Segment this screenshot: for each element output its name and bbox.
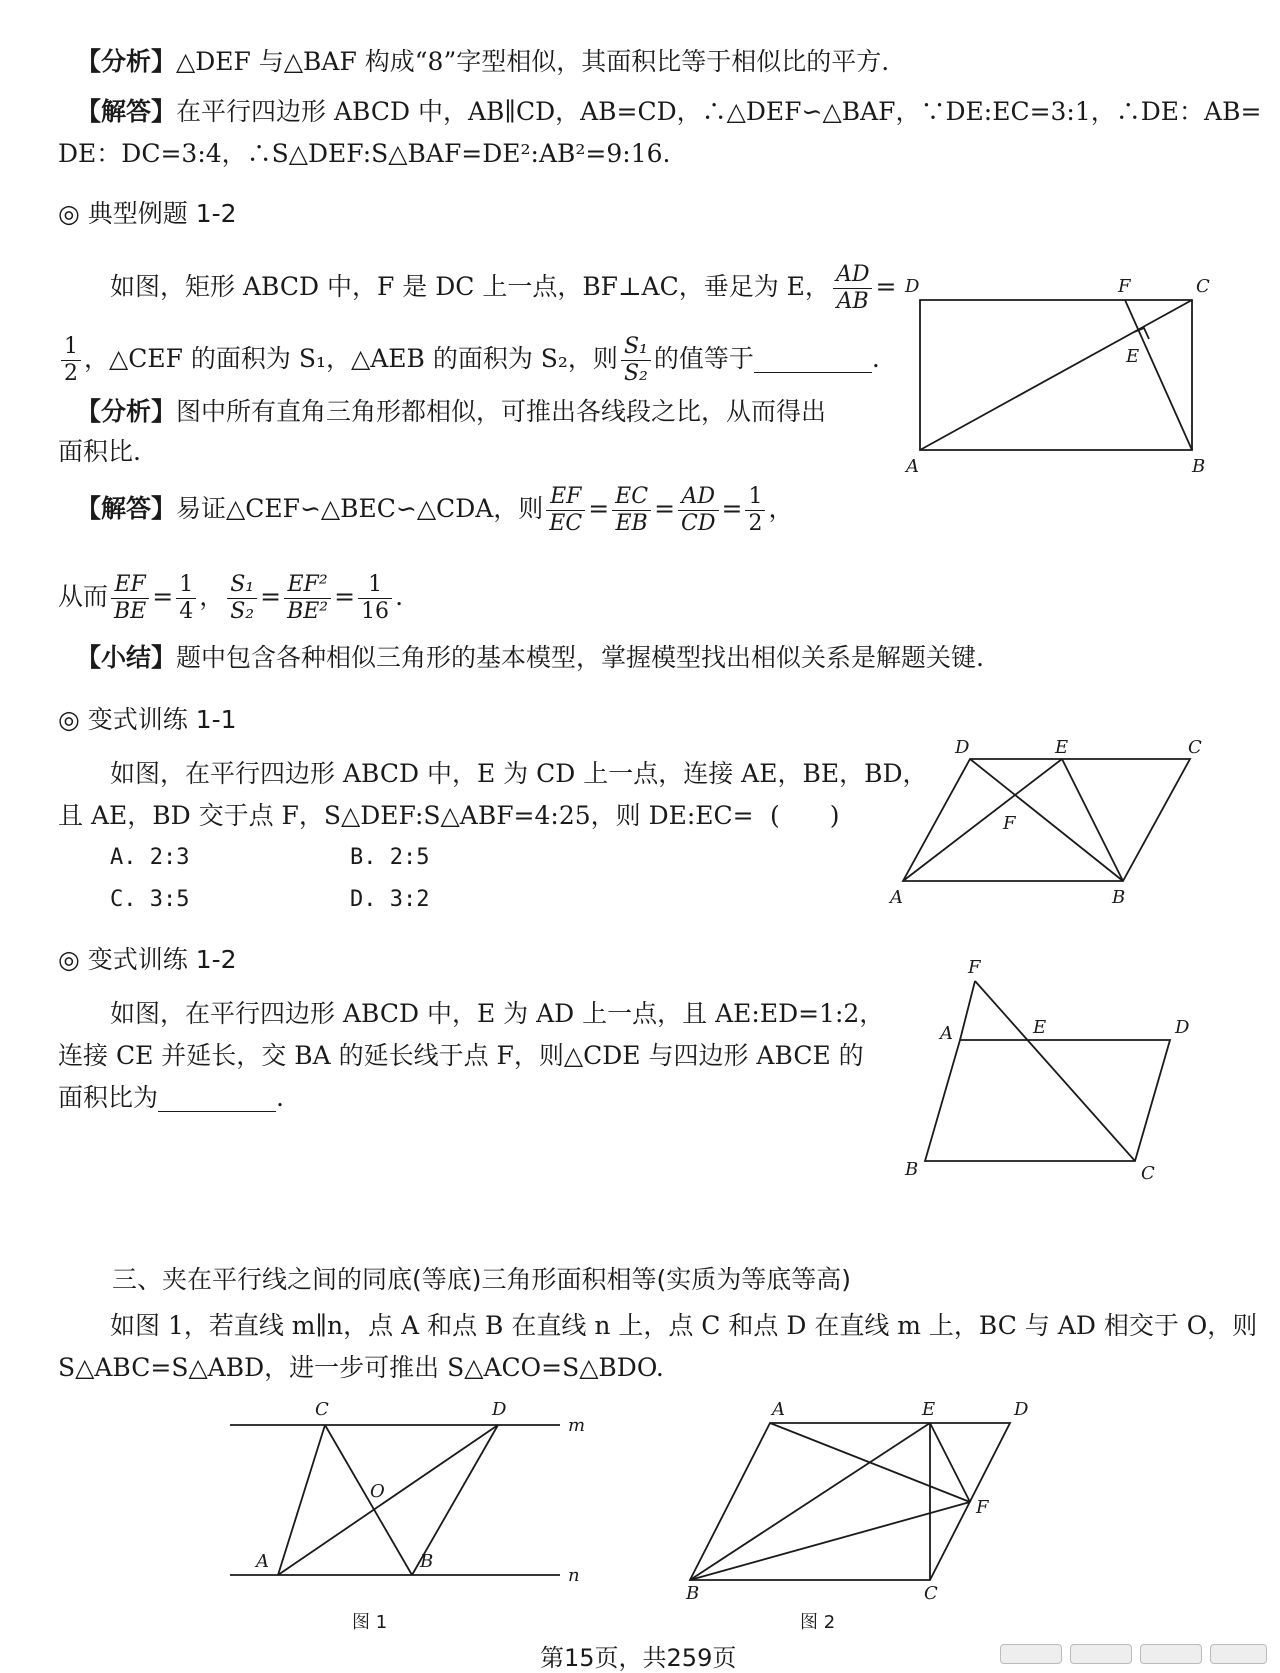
label-d: D [955, 737, 970, 758]
denominator: BE² [287, 599, 329, 624]
toolbar-segment[interactable] [1210, 1644, 1267, 1664]
analysis-text: △DEF 与△BAF 构成“8”字型相似，其面积比等于相似比的平方. [176, 47, 890, 76]
figure-1 [220, 1395, 600, 1595]
equals: = [260, 582, 282, 611]
segment-ad [278, 1425, 498, 1575]
label-d: D [905, 276, 920, 297]
numerator: AD [678, 484, 718, 511]
denominator: S₂ [623, 361, 648, 386]
segment-ef [930, 1423, 970, 1502]
example-heading: ◎ 典型例题 1-2 [58, 199, 237, 228]
figure-2 [680, 1395, 1040, 1605]
toolbar-segment[interactable] [1000, 1644, 1062, 1664]
label-a: A [890, 887, 903, 908]
denominator: 4 [179, 599, 194, 624]
section-3-heading: 三、夹在平行线之间的同底(等底)三角形面积相等(实质为等底等高) [112, 1265, 852, 1294]
label-c: C [924, 1583, 938, 1604]
label-c: C [1188, 737, 1202, 758]
label-a: A [940, 1023, 953, 1044]
summary-label: 【小结】 [76, 643, 177, 672]
label-b: B [686, 1583, 700, 1604]
label-a: A [772, 1399, 785, 1420]
numerator: AD [833, 262, 873, 289]
numerator: 1 [61, 334, 81, 361]
label-b: B [1192, 456, 1206, 477]
denominator: 16 [361, 599, 390, 624]
label-o: O [370, 1481, 385, 1502]
denominator: CD [681, 511, 716, 536]
label-b: B [420, 1551, 434, 1572]
segment-ac [278, 1425, 325, 1575]
analysis-label: 【分析】 [76, 47, 177, 76]
analysis-text: 图中所有直角三角形都相似，可推出各线段之比，从而得出 [176, 397, 827, 426]
segment-be [690, 1423, 930, 1580]
equals: = [152, 582, 174, 611]
numerator: 1 [358, 572, 392, 599]
denominator: EB [615, 511, 648, 536]
label-c: C [1196, 276, 1210, 297]
denominator: EC [549, 511, 583, 536]
label-f: F [1118, 276, 1131, 297]
analysis-label: 【分析】 [76, 397, 177, 426]
label-e: E [1055, 737, 1069, 758]
diagonal-ac [920, 300, 1192, 450]
parallelogram-figure-2 [895, 955, 1205, 1185]
segment-fc [975, 981, 1135, 1161]
parallelogram-abcd [690, 1423, 1010, 1580]
variant-1-1-heading: ◎ 变式训练 1-1 [58, 705, 237, 734]
denominator: S₂ [230, 599, 255, 624]
equals: = [654, 494, 676, 523]
numerator: 1 [176, 572, 196, 599]
analysis-paragraph-1 [76, 42, 889, 82]
numerator: EF [546, 484, 585, 511]
label-a: A [256, 1551, 269, 1572]
option-d[interactable]: D. 3:2 [350, 887, 430, 912]
fraction [176, 572, 196, 625]
fraction [546, 484, 585, 537]
page-indicator: 第15页，共259页 [540, 1644, 737, 1672]
answer-text: 易证△CEF∽△BEC∽△CDA，则 [176, 494, 544, 523]
section-3-line1: 如图 1，若直线 m∥n，点 A 和点 B 在直线 n 上，点 C 和点 D 在直线 m 上，BC 与 AD 相交于 O，则 [110, 1311, 1258, 1340]
example-summary [76, 638, 984, 678]
answer-blank[interactable] [754, 348, 872, 373]
numerator: EC [612, 484, 651, 511]
example-answer [76, 484, 793, 537]
label-e: E [1033, 1017, 1047, 1038]
segment-bf [690, 1502, 970, 1580]
fraction [678, 484, 718, 537]
fraction [111, 572, 149, 625]
segment-bd [970, 759, 1123, 881]
fraction [358, 572, 392, 625]
label-b: B [1112, 887, 1126, 908]
question-text: 的值等于 [653, 344, 754, 373]
answer-label: 【解答】 [76, 97, 177, 126]
figure-2-caption: 图 2 [800, 1612, 836, 1633]
example-answer-line2 [58, 572, 403, 625]
fraction [612, 484, 651, 537]
option-a[interactable]: A. 2:3 [110, 845, 190, 870]
numerator: EF² [284, 572, 331, 599]
label-n: n [568, 1565, 580, 1586]
fraction [745, 484, 765, 537]
label-f: F [1003, 813, 1016, 834]
summary-text: 题中包含各种相似三角形的基本模型，掌握模型找出相似关系是解题关键. [176, 643, 984, 672]
denominator: 2 [748, 511, 763, 536]
option-b[interactable]: B. 2:5 [350, 845, 430, 870]
answer-text-line1: 在平行四边形 ABCD 中，AB∥CD，AB=CD，∴△DEF∽△BAF，∵DE:EC=3:1，∴DE：AB= [176, 97, 1262, 126]
label-d: D [492, 1399, 507, 1420]
segment-bf [1125, 300, 1192, 450]
label-f: F [976, 1497, 989, 1518]
denominator: BE [114, 599, 147, 624]
numerator: S₁ [227, 572, 257, 599]
label-e: E [922, 1399, 936, 1420]
answer-paragraph-1 [76, 92, 1261, 132]
label-m: m [568, 1415, 586, 1436]
equals: = [334, 582, 356, 611]
example-analysis [76, 392, 826, 432]
answer-text: 从而 [58, 582, 109, 611]
denominator: AB [836, 289, 869, 314]
variant-1-2-heading: ◎ 变式训练 1-2 [58, 945, 237, 974]
fraction-half [61, 334, 81, 387]
fraction-ad-ab [833, 262, 873, 315]
label-b: B [905, 1159, 919, 1180]
comma: ， [199, 582, 225, 611]
numerator: S₁ [621, 334, 651, 361]
variant-1-1-line1: 如图，在平行四边形 ABCD 中，E 为 CD 上一点，连接 AE，BE，BD， [110, 759, 928, 788]
answer-text-line2: DE：DC=3:4，∴S△DEF:S△BAF=DE²:AB²=9:16. [58, 139, 671, 168]
segment-ae [903, 759, 1062, 881]
section-3-line2: S△ABC=S△ABD，进一步可推出 S△ACO=S△BDO. [58, 1353, 664, 1382]
toolbar-segment[interactable] [1070, 1644, 1132, 1664]
question-text: 如图，矩形 ABCD 中，F 是 DC 上一点，BF⊥AC，垂足为 E， [110, 272, 830, 301]
option-c[interactable]: C. 3:5 [110, 887, 190, 912]
parallelogram-figure-1 [885, 735, 1205, 915]
figure-1-caption: 图 1 [352, 1612, 388, 1633]
answer-blank[interactable] [158, 1087, 276, 1112]
example-question-line2 [58, 334, 880, 387]
rectangle-figure [900, 270, 1220, 480]
label-d: D [1014, 1399, 1029, 1420]
question-text: 面积比为 [58, 1083, 159, 1112]
question-text: ，△CEF 的面积为 S₁，△AEB 的面积为 S₂，则 [84, 344, 618, 373]
footer-toolbar [1000, 1640, 1270, 1668]
label-c: C [315, 1399, 329, 1420]
example-question-line1 [110, 262, 896, 315]
period: . [395, 582, 404, 611]
extension-af [960, 981, 975, 1040]
comma: ， [768, 494, 794, 523]
label-f: F [968, 957, 981, 978]
label-e: E [1126, 346, 1140, 367]
period: . [276, 1083, 284, 1112]
numerator: 1 [745, 484, 765, 511]
fraction [284, 572, 331, 625]
label-a: A [906, 456, 919, 477]
variant-1-2-line1: 如图，在平行四边形 ABCD 中，E 为 AD 上一点，且 AE:ED=1:2， [110, 999, 885, 1028]
variant-1-2-line2: 连接 CE 并延长，交 BA 的延长线于点 F，则△CDE 与四边形 ABCE 的 [58, 1041, 864, 1070]
segment-af [770, 1423, 970, 1502]
fraction-s1-s2 [621, 334, 651, 387]
answer-label: 【解答】 [76, 494, 177, 523]
label-d: D [1175, 1017, 1190, 1038]
segment-be [1062, 759, 1123, 881]
variant-1-2-line3 [58, 1078, 284, 1118]
equals: = [588, 494, 610, 523]
parallelogram-abcd [925, 1040, 1170, 1161]
equals: = [721, 494, 743, 523]
denominator: 2 [64, 361, 78, 386]
label-c: C [1141, 1163, 1155, 1184]
variant-1-1-line2: 且 AE，BD 交于点 F，S△DEF:S△ABF=4:25，则 DE:EC= [58, 801, 754, 830]
equals: = [875, 272, 897, 301]
segment-bc [325, 1425, 412, 1575]
fraction [227, 572, 257, 625]
example-analysis-line2: 面积比. [58, 437, 141, 466]
toolbar-segment[interactable] [1140, 1644, 1202, 1664]
period: . [871, 344, 880, 373]
choice-paren: ( ) [770, 801, 840, 830]
numerator: EF [111, 572, 149, 599]
